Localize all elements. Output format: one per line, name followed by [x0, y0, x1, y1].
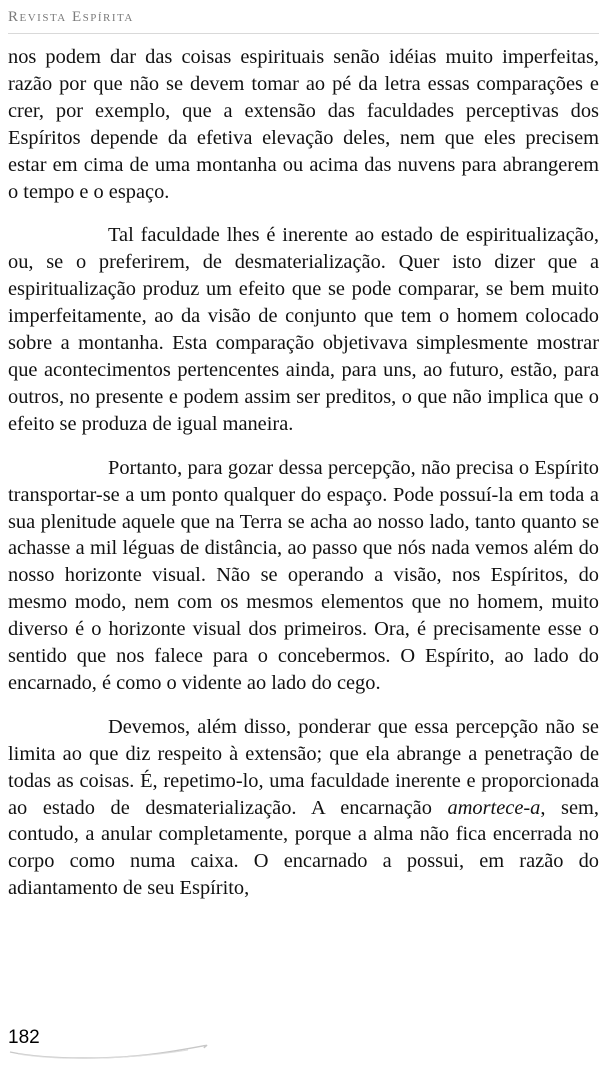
paragraph-3-text: Portanto, para gozar dessa percepção, não precisa o Espírito transportar-se a um ponto qualquer do espaço. Pode possuí-la em toda a sua plenitude aquele que na Terra se acha ao nosso lado, tanto quanto se achasse a mil léguas de distância, ao passo que nós nada vemos além do nosso horizonte visual. Não se operando a visão, nos Espíritos, do mesmo modo, nem com os mesmos elementos que no homem, muito diverso é o horizonte visual dos primeiros. Ora, é precisamente esse o sentido que nos falece para o concebermos. O Espírito, ao lado do encarnado, é como o vidente ao lado do cego. [8, 456, 599, 694]
paragraph-4-text-start: Devemos, além disso, ponderar que essa percepção não se limita ao que diz respeito à extensão; que ela abrange a penetração de todas as coisas. É, repetimo-lo, uma faculdade inerente e proporcionada ao estado de desmaterialização. A encarnação [8, 715, 599, 819]
paragraph-2 [8, 222, 599, 437]
page-number: 182 [8, 1027, 40, 1048]
paragraph-1 [8, 44, 599, 205]
body-text [8, 44, 599, 919]
running-header: Revista Espírita [8, 9, 134, 25]
paragraph-4 [8, 714, 599, 902]
paragraph-4-italic-term: amortece-a [447, 796, 541, 819]
paragraph-1-text: nos podem dar das coisas espirituais senão idéias muito imperfeitas, razão por que não se devem tomar ao pé da letra essas comparações e crer, por exemplo, que a extensão das faculdades perceptivas dos Espíritos depende da efetiva elevação deles, nem que eles precisem estar em cima de uma montanha ou acima das nuvens para abrangerem o tempo e o espaço. [8, 46, 599, 203]
header-rule [8, 33, 599, 34]
page-number-swash-ornament [8, 1038, 208, 1062]
paragraph-3 [8, 455, 599, 697]
paragraph-2-text: Tal faculdade lhes é inerente ao estado de espiritualização, ou, se o preferirem, de desmaterialização. Quer isto dizer que a espiritualização produz um efeito que se pode comparar, se bem muito imperfeitamente, ao da visão de conjunto que tem o homem colocado sobre a montanha. Esta comparação objetivava simplesmente mostrar que acontecimentos pertencentes ainda, para uns, ao futuro, estão, para outros, no presente e podem assim ser preditos, o que não implica que o efeito se produza de igual maneira. [8, 224, 599, 435]
paragraph-4-text-end: , sem, contudo, a anular completamente, porque a alma não fica encerrada no corpo como numa caixa. O encarnado a possui, em razão do adiantamento de seu Espírito, [8, 796, 600, 900]
